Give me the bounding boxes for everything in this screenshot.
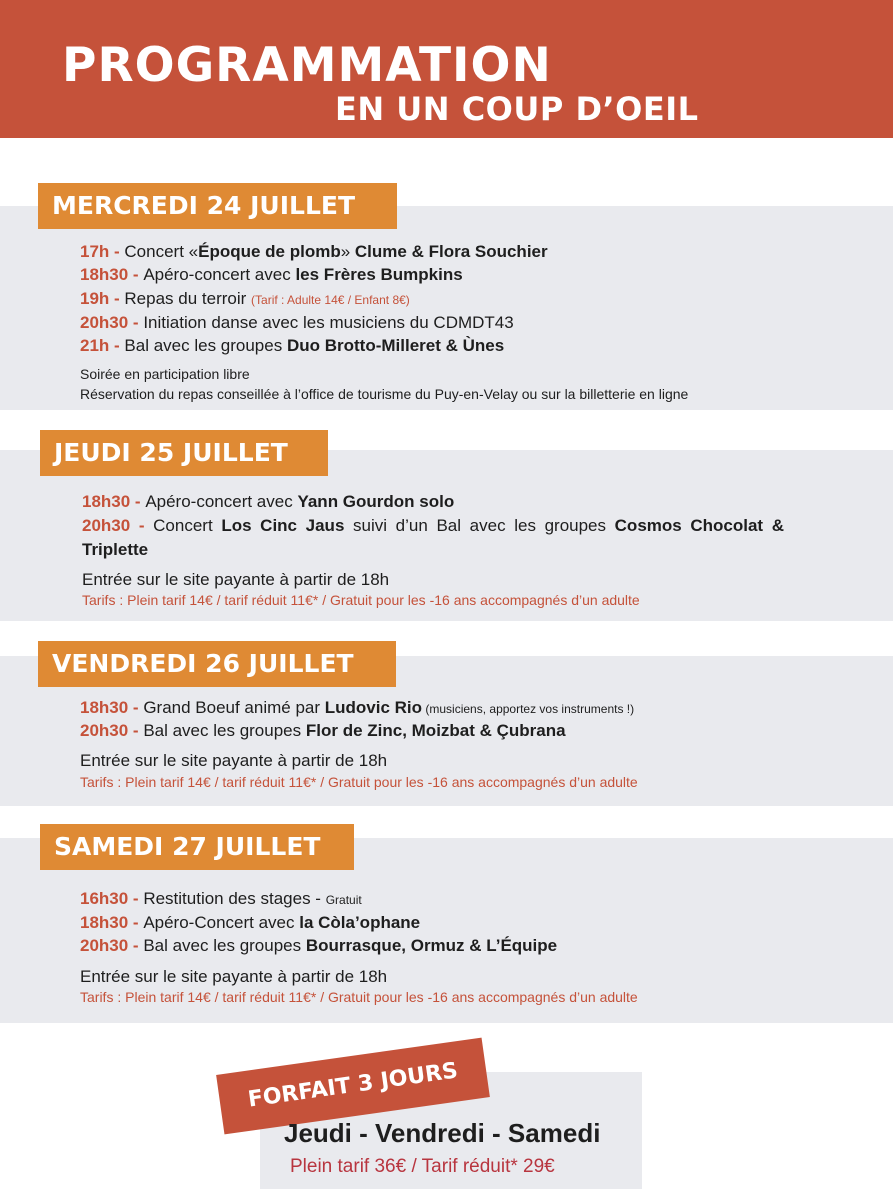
event-item: 18h30 - Grand Boeuf animé par Ludovic Rio (musiciens, apportez vos instruments !) [80,698,635,717]
event-item: 17h - Concert «Époque de plomb» Clume & Flora Souchier [80,242,548,261]
day-label-mercredi: MERCREDI 24 JUILLET [38,183,397,229]
event-item: 18h30 - Apéro-concert avec les Frères Bumpkins [80,265,463,284]
event-item: 18h30 - Apéro-Concert avec la Còla’ophane [80,913,421,932]
entry-info: Entrée sur le site payante à partir de 18h [80,967,388,986]
event-item: 19h - Repas du terroir (Tarif : Adulte 14€ / Enfant 8€) [80,289,410,308]
tarifs-info: Tarifs : Plein tarif 14€ / tarif réduit 11€* / Gratuit pour les -16 ans accompagnés d’un adulte [82,592,640,608]
event-item: 18h30 - Apéro-concert avec Yann Gourdon solo [82,492,455,511]
event-item: 16h30 - Restitution des stages - Gratuit [80,889,362,908]
event-item: 20h30 - Concert Los Cinc Jaus suivi d’un Bal avec les groupes Cosmos Chocolat & Triplette [82,516,784,559]
day-label-jeudi: JEUDI 25 JUILLET [40,430,328,476]
day-label-vendredi: VENDREDI 26 JUILLET [38,641,396,687]
event-item: 20h30 - Bal avec les groupes Bourrasque, Ormuz & L’Équipe [80,936,558,955]
entry-info: Entrée sur le site payante à partir de 18h [82,570,390,589]
tarifs-info: Tarifs : Plein tarif 14€ / tarif réduit 11€* / Gratuit pour les -16 ans accompagnés d’un adulte [80,774,638,790]
forfait-price: Plein tarif 36€ / Tarif réduit* 29€ [290,1156,555,1177]
forfait-label: FORFAIT 3 JOURS [216,1038,490,1135]
page-subtitle: EN UN COUP D’OEIL [335,90,699,128]
day-note: Soirée en participation libre [80,366,250,382]
tarifs-info: Tarifs : Plein tarif 14€ / tarif réduit 11€* / Gratuit pour les -16 ans accompagnés d’un adulte [80,989,638,1005]
entry-info: Entrée sur le site payante à partir de 18h [80,751,388,770]
event-item: 20h30 - Bal avec les groupes Flor de Zinc, Moizbat & Çubrana [80,721,566,740]
forfait-days: Jeudi - Vendredi - Samedi [284,1118,601,1148]
page-title: PROGRAMMATION [62,38,552,93]
page-header [0,0,893,138]
event-item: 21h - Bal avec les groupes Duo Brotto-Milleret & Ùnes [80,336,505,355]
day-label-samedi: SAMEDI 27 JUILLET [40,824,354,870]
event-item: 20h30 - Initiation danse avec les musiciens du CDMDT43 [80,313,514,332]
day-note: Réservation du repas conseillée à l’office de tourisme du Puy-en-Velay ou sur la billetterie en ligne [80,386,689,402]
